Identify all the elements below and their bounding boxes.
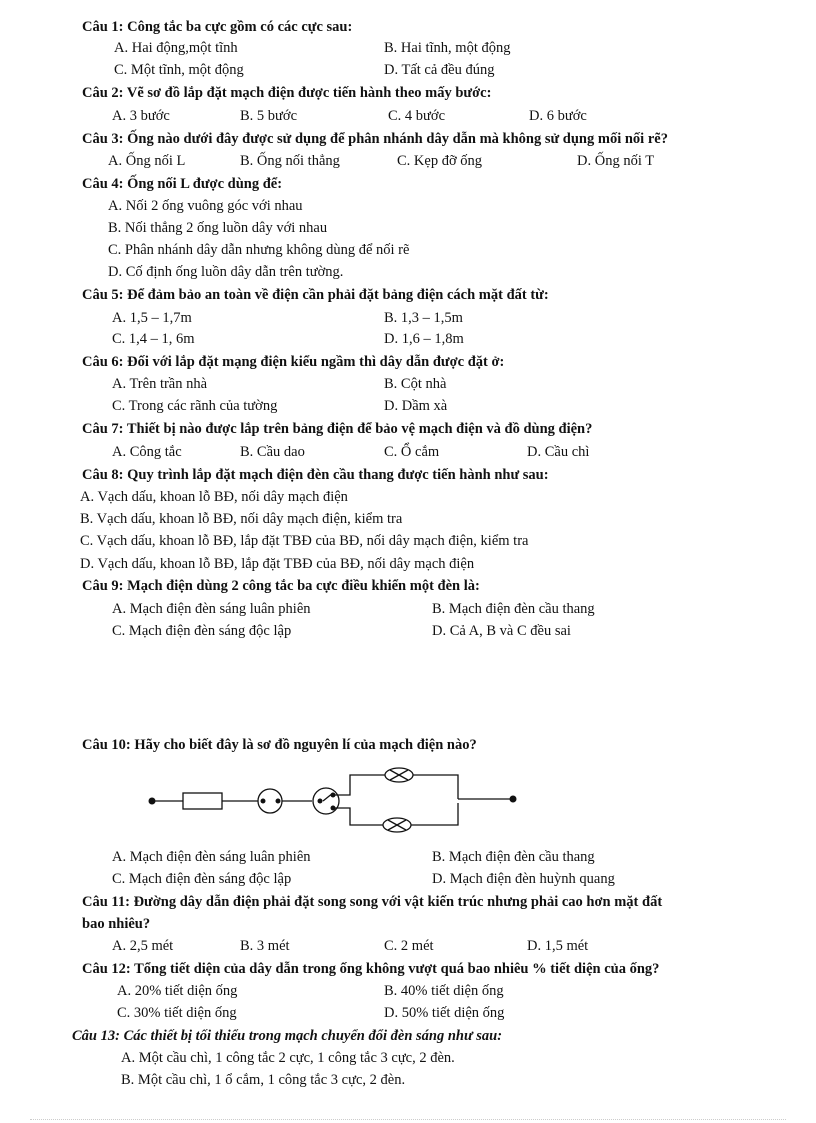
- q9-option-a: A. Mạch điện đèn sáng luân phiên: [112, 601, 311, 617]
- q5-stem: Câu 5: Để đảm bảo an toàn về điện cần phải đặt bảng điện cách mặt đất từ:: [82, 287, 549, 303]
- q1-option-c: C. Một tĩnh, một động: [114, 62, 244, 78]
- q6-option-b: B. Cột nhà: [384, 376, 447, 392]
- q11-option-d: D. 1,5 mét: [527, 938, 589, 954]
- q8-option-c: C. Vạch dấu, khoan lỗ BĐ, lắp đặt TBĐ của BĐ, nối dây mạch điện, kiểm tra: [80, 533, 529, 549]
- q6-option-c: C. Trong các rãnh của tường: [112, 398, 278, 414]
- q2-option-b: B. 5 bước: [240, 108, 298, 124]
- q7-option-c: C. Ổ cắm: [384, 444, 440, 460]
- q13-stem: Câu 13: Các thiết bị tối thiểu trong mạch chuyển đổi đèn sáng như sau:: [72, 1028, 503, 1044]
- terminal-left-dot: [149, 798, 156, 805]
- lamp-bottom-symbol: [383, 818, 411, 832]
- q2-option-d: D. 6 bước: [529, 108, 587, 124]
- q12-option-c: C. 30% tiết diện ống: [117, 1005, 237, 1021]
- q12-option-d: D. 50% tiết diện ống: [384, 1005, 505, 1021]
- q3-option-a: A. Ống nối L: [108, 153, 186, 169]
- q5-option-a: A. 1,5 – 1,7m: [112, 310, 192, 326]
- q11-option-b: B. 3 mét: [240, 938, 290, 954]
- q6-option-a: A. Trên trần nhà: [112, 376, 208, 392]
- q4-option-d: D. Cố định ống luồn dây dẫn trên tường.: [108, 264, 344, 280]
- q9-option-c: C. Mạch điện đèn sáng độc lập: [112, 623, 292, 639]
- q12-option-a: A. 20% tiết diện ống: [117, 983, 238, 999]
- q8-option-b: B. Vạch dấu, khoan lỗ BĐ, nối dây mạch điện, kiểm tra: [80, 511, 403, 527]
- q8-stem: Câu 8: Quy trình lắp đặt mạch điện đèn cầu thang được tiến hành như sau:: [82, 467, 549, 483]
- q3-option-b: B. Ống nối thẳng: [240, 153, 340, 169]
- q4-option-a: A. Nối 2 ống vuông góc với nhau: [108, 198, 303, 214]
- terminal-right-dot: [510, 796, 517, 803]
- q3-option-d: D. Ống nối T: [577, 153, 655, 169]
- q5-option-c: C. 1,4 – 1, 6m: [112, 331, 195, 347]
- q3-stem: Câu 3: Ống nào dưới đây được sử dụng để phân nhánh dây dẫn mà không sử dụng mối nối rẽ?: [82, 131, 668, 147]
- q3-option-c: C. Kẹp đỡ ống: [397, 153, 482, 169]
- q10-option-b: B. Mạch điện đèn cầu thang: [432, 849, 595, 865]
- q4-option-c: C. Phân nhánh dây dẫn nhưng không dùng để nối rẽ: [108, 242, 410, 258]
- page-bottom-divider: [30, 1119, 786, 1120]
- q7-option-a: A. Công tắc: [112, 444, 182, 460]
- q10-stem: Câu 10: Hãy cho biết đây là sơ đồ nguyên lí của mạch điện nào?: [82, 737, 477, 753]
- q4-option-b: B. Nối thẳng 2 ống luồn dây với nhau: [108, 220, 328, 236]
- q2-stem: Câu 2: Vẽ sơ đồ lắp đặt mạch điện được tiến hành theo mấy bước:: [82, 85, 492, 101]
- q9-option-d: D. Cả A, B và C đều sai: [432, 623, 571, 639]
- q7-stem: Câu 7: Thiết bị nào được lắp trên bảng điện để bảo vệ mạch điện và đồ dùng điện?: [82, 421, 593, 437]
- q12-option-b: B. 40% tiết diện ống: [384, 983, 504, 999]
- q6-option-d: D. Dầm xà: [384, 398, 448, 414]
- q9-option-b: B. Mạch điện đèn cầu thang: [432, 601, 595, 617]
- q11-stem-line2: bao nhiêu?: [82, 916, 151, 932]
- q13-option-b: B. Một cầu chì, 1 ổ cắm, 1 công tắc 3 cực, 2 đèn.: [121, 1072, 406, 1088]
- q6-stem: Câu 6: Đối với lắp đặt mạng điện kiểu ngầm thì dây dẫn được đặt ở:: [82, 354, 505, 370]
- three-pole-switch-symbol: [313, 788, 339, 814]
- q7-option-b: B. Cầu dao: [240, 444, 305, 460]
- q13-option-a: A. Một cầu chì, 1 công tắc 2 cực, 1 công tắc 3 cực, 2 đèn.: [121, 1050, 455, 1066]
- fuse-symbol: [183, 793, 222, 809]
- q2-option-a: A. 3 bước: [112, 108, 170, 124]
- q1-option-a: A. Hai động,một tĩnh: [114, 40, 238, 56]
- lamp-top-symbol: [385, 768, 413, 782]
- q5-option-b: B. 1,3 – 1,5m: [384, 310, 463, 326]
- q12-stem: Câu 12: Tổng tiết diện của dây dẫn trong ống không vượt quá bao nhiêu % tiết diện của ống?: [82, 961, 660, 977]
- q8-option-a: A. Vạch dấu, khoan lỗ BĐ, nối dây mạch điện: [80, 489, 348, 505]
- q11-option-a: A. 2,5 mét: [112, 938, 174, 954]
- q11-stem-line1: Câu 11: Đường dây dẫn điện phải đặt song song với vật kiến trúc nhưng phải cao hơn mặt đất: [82, 894, 663, 910]
- q1-stem: Câu 1: Công tắc ba cực gồm có các cực sau:: [82, 19, 353, 35]
- q7-option-d: D. Cầu chì: [527, 444, 590, 460]
- q10-option-a: A. Mạch điện đèn sáng luân phiên: [112, 849, 311, 865]
- q10-option-d: D. Mạch điện đèn huỳnh quang: [432, 871, 615, 887]
- q1-option-b: B. Hai tĩnh, một động: [384, 40, 511, 56]
- q8-option-d: D. Vạch dấu, khoan lỗ BĐ, lắp đặt TBĐ của BĐ, nối dây mạch điện: [80, 556, 475, 572]
- q11-option-c: C. 2 mét: [384, 938, 434, 954]
- q10-option-c: C. Mạch điện đèn sáng độc lập: [112, 871, 292, 887]
- q1-option-d: D. Tất cả đều đúng: [384, 62, 495, 78]
- q4-stem: Câu 4: Ống nối L được dùng để:: [82, 176, 283, 192]
- q5-option-d: D. 1,6 – 1,8m: [384, 331, 464, 347]
- q2-option-c: C. 4 bước: [388, 108, 446, 124]
- two-pole-switch-symbol: [258, 789, 282, 813]
- q9-stem: Câu 9: Mạch điện dùng 2 công tắc ba cực điều khiển một đèn là:: [82, 578, 480, 594]
